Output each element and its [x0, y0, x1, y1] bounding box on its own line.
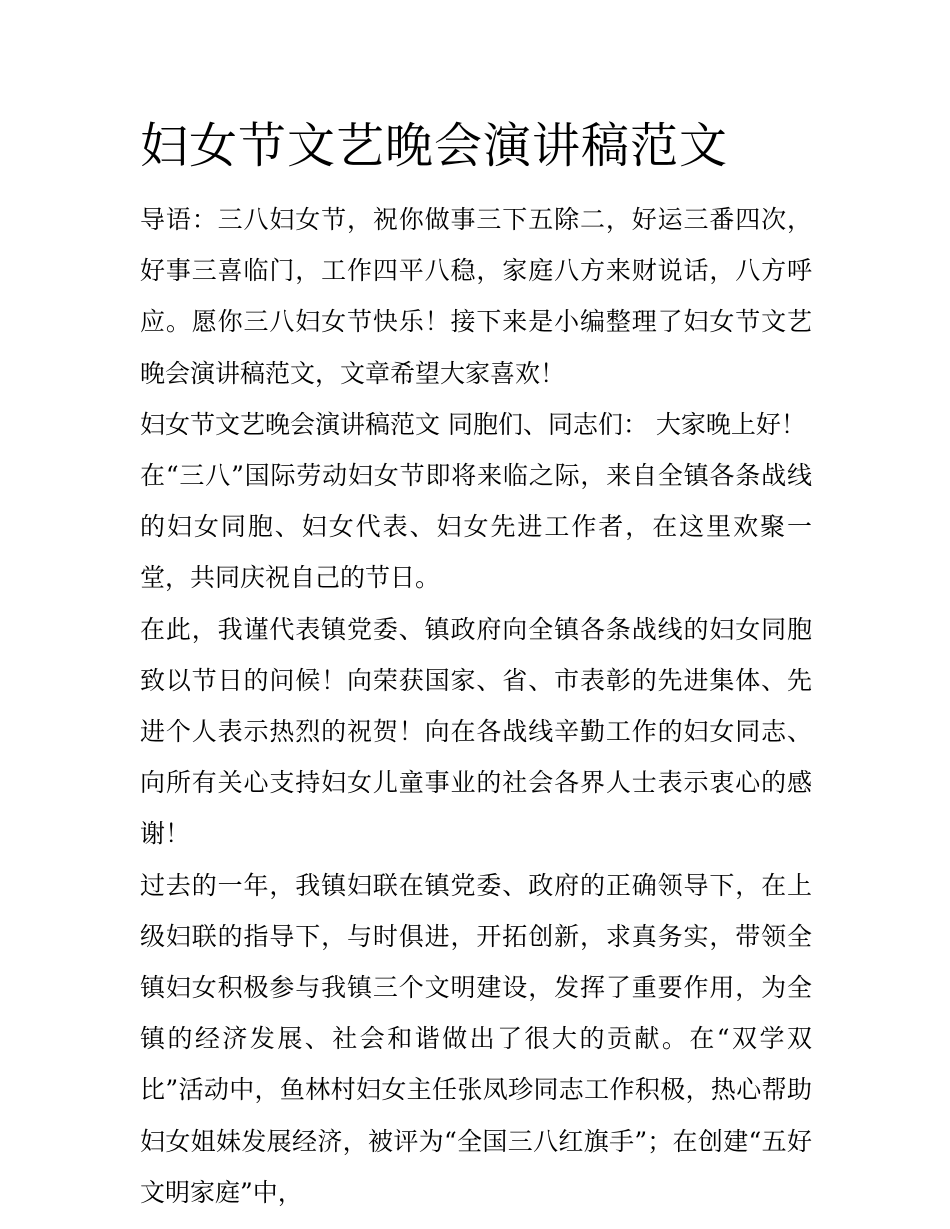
- paragraph-thanks: 在此，我谨代表镇党委、镇政府向全镇各条战线的妇女同胞致以节日的问候！向荣获国家、省、市表彰的先进集体、先进个人表示热烈的祝贺！向在各战线辛勤工作的妇女同志、向所有关心支持妇女儿童事业的社会各界人士表示衷心的感谢！: [140, 614, 812, 849]
- document-page: [140, 112, 812, 1218]
- paragraph-occasion: 在“三八”国际劳动妇女节即将来临之际，来自全镇各条战线的妇女同胞、妇女代表、妇女先进工作者，在这里欢聚一堂，共同庆祝自己的节日。: [140, 461, 812, 593]
- paragraph-intro: 导语：三八妇女节，祝你做事三下五除二，好运三番四次，好事三喜临门，工作四平八稳，家庭八方来财说话，八方呼应。愿你三八妇女节快乐！接下来是小编整理了妇女节文艺晚会演讲稿范文，文章希望大家喜欢！: [140, 205, 812, 388]
- paragraph-review: 过去的一年，我镇妇联在镇党委、政府的正确领导下，在上级妇联的指导下，与时俱进，开拓创新，求真务实，带领全镇妇女积极参与我镇三个文明建设，发挥了重要作用，为全镇的经济发展、社会和谐做出了很大的贡献。在“双学双比”活动中，鱼林村妇女主任张凤珍同志工作积极，热心帮助妇女姐妹发展经济，被评为“全国三八红旗手”；在创建“五好文明家庭”中，: [140, 870, 812, 1207]
- document-title: 妇女节文艺晚会演讲稿范文: [140, 118, 729, 174]
- paragraph-greeting: 妇女节文艺晚会演讲稿范文 同胞们、同志们： 大家晚上好！: [140, 409, 806, 439]
